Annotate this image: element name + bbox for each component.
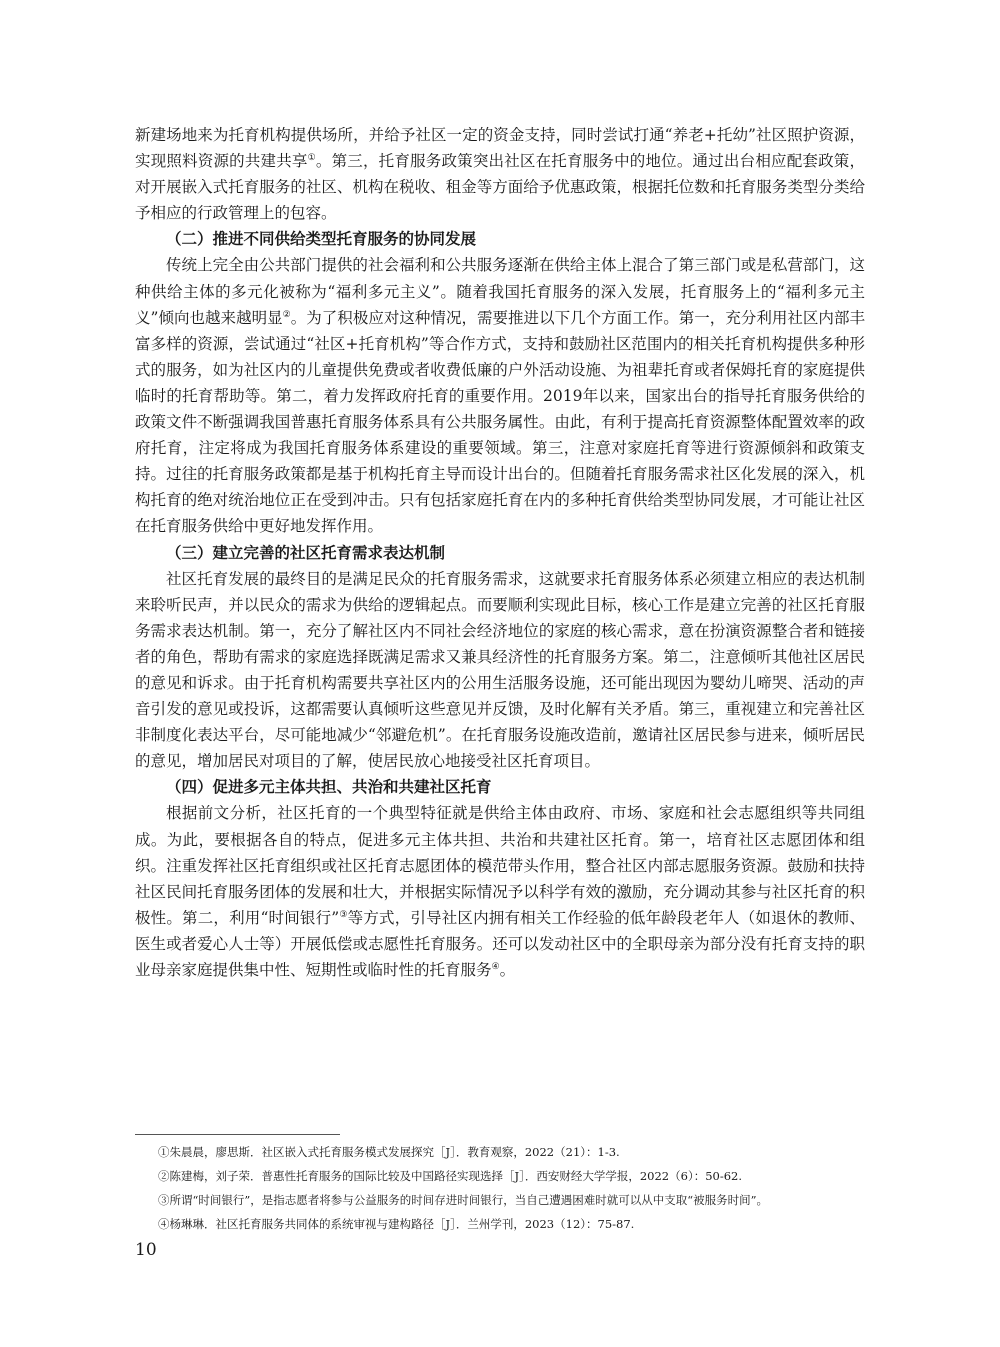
paragraph: 新建场地来为托育机构提供场所，并给予社区一定的资金支持，同时尝试打通“养老+托幼”社区照护资源，实现照料资源的共建共享①。第三，托育服务政策突出社区在托育服务中的地位。通过出台相应配套政策，对开展嵌入式托育服务的社区、机构在税收、租金等方面给予优惠政策，根据托位数和托育服务类型分类给予相应的行政管理上的包容。 [135, 126, 865, 223]
footnote: ①朱晨晨，廖思斯．社区嵌入式托育服务模式发展探究［J］．教育观察，2022（21）：1-3. [158, 1145, 620, 1159]
paragraph: 社区托育发展的最终目的是满足民众的托育服务需求，这就要求托育服务体系必须建立相应的表达机制来聆听民声，并以民众的需求为供给的逻辑起点。而要顺利实现此目标，核心工作是建立完善的社区托育服务需求表达机制。第一，充分了解社区内不同社会经济地位的家庭的核心需求，意在扮演资源整合者和链接者的角色，帮助有需求的家庭选择既满足需求又兼具经济性的托育服务方案。第二，注意倾听其他社区居民的意见和诉求。由于托育机构需要共享社区内的公用生活服务设施，还可能出现因为婴幼儿啼哭、活动的声音引发的意见或投诉，这都需要认真倾听这些意见并反馈，及时化解有关矛盾。第三，重视建立和完善社区非制度化表达平台，尽可能地减少“邻避危机”。在托育服务设施改造前，邀请社区居民参与进来，倾听居民的意见，增加居民对项目的了解，使居民放心地接受社区托育项目。 [135, 569, 865, 771]
paragraph: 根据前文分析，社区托育的一个典型特征就是供给主体由政府、市场、家庭和社会志愿组织等共同组成。为此，要根据各自的特点，促进多元主体共担、共治和共建社区托育。第一，培育社区志愿团体和组织。注重发挥社区托育组织或社区托育志愿团体的模范带头作用，整合社区内部志愿服务资源。鼓励和扶持社区民间托育服务团体的发展和壮大，并根据实际情况予以科学有效的激励，充分调动其参与社区托育的积极性。第二，利用“时间银行”③等方式，引导社区内拥有相关工作经验的低年龄段老年人（如退休的教师、医生或者爱心人士等）开展低偿或志愿性托育服务。还可以发动社区中的全职母亲为部分没有托育支持的职业母亲家庭提供集中性、短期性或临时性的托育服务④。 [135, 804, 865, 979]
footnote: ③所谓“时间银行”，是指志愿者将参与公益服务的时间存进时间银行，当自己遭遇困难时就可以从中支取“被服务时间”。 [158, 1193, 769, 1207]
footnote-divider [135, 1134, 340, 1135]
footnotes [135, 1140, 865, 1236]
footnote: ④杨琳琳．社区托育服务共同体的系统审视与建构路径［J］．兰州学刊，2023（12）：75-87. [158, 1217, 635, 1231]
section-heading: （四）促进多元主体共担、共治和共建社区托育 [166, 778, 492, 797]
paragraph: 传统上完全由公共部门提供的社会福利和公共服务逐渐在供给主体上混合了第三部门或是私营部门，这种供给主体的多元化被称为“福利多元主义”。随着我国托育服务的深入发展，托育服务上的“福利多元主义”倾向也越来越明显②。为了积极应对这种情况，需要推进以下几个方面工作。第一，充分利用社区内部丰富多样的资源，尝试通过“社区+托育机构”等合作方式，支持和鼓励社区范围内的相关托育机构提供多种形式的服务，如为社区内的儿童提供免费或者收费低廉的户外活动设施、为祖辈托育或者保姆托育的家庭提供临时的托育帮助等。第二，着力发挥政府托育的重要作用。2019年以来，国家出台的指导托育服务供给的政策文件不断强调我国普惠托育服务体系具有公共服务属性。由此，有利于提高托育资源整体配置效率的政府托育，注定将成为我国托育服务体系建设的重要领域。第三，注意对家庭托育等进行资源倾斜和政策支持。过往的托育服务政策都是基于机构托育主导而设计出台的。但随着托育服务需求社区化发展的深入，机构托育的绝对统治地位正在受到冲击。只有包括家庭托育在内的多种托育供给类型协同发展，才可能让社区在托育服务供给中更好地发挥作用。 [135, 256, 865, 536]
body-text [135, 122, 865, 983]
section-heading: （二）推进不同供给类型托育服务的协同发展 [166, 230, 477, 249]
section-heading: （三）建立完善的社区托育需求表达机制 [166, 543, 446, 562]
footnote-ref[interactable]: ④ [491, 961, 500, 972]
footnote: ②陈建梅，刘子荣．普惠性托育服务的国际比较及中国路径实现选择［J］．西安财经大学学报，2022（6）：50-62. [158, 1169, 742, 1183]
footnote-ref[interactable]: ③ [339, 909, 348, 920]
footnote-ref[interactable]: ② [282, 309, 291, 320]
footnote-ref[interactable]: ① [307, 152, 316, 163]
page-number: 10 [135, 1240, 157, 1260]
